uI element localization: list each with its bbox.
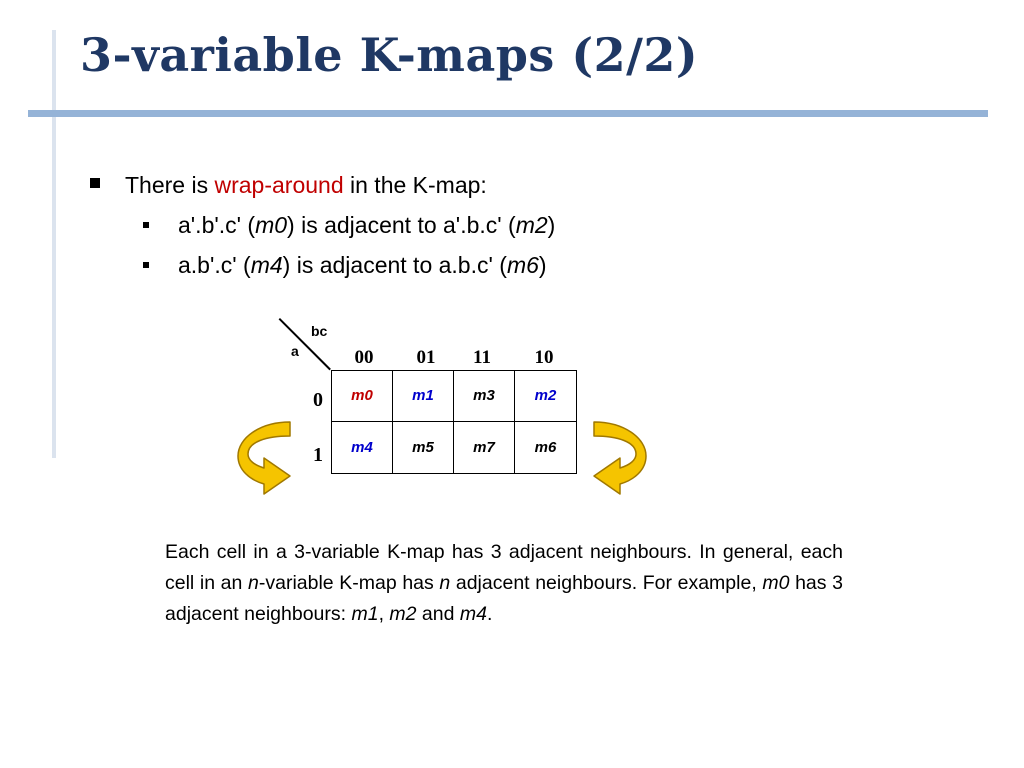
bullet-text-after: in the K-map: bbox=[343, 172, 487, 198]
paragraph-text: Each cell in a 3-variable K-map has 3 adjacent neighbours. In general, each cell in an bbox=[165, 541, 843, 594]
kmap-col-header: 01 bbox=[416, 347, 436, 368]
square-bullet-icon bbox=[90, 178, 100, 188]
left-wrap-arrow-icon bbox=[232, 418, 292, 496]
kmap-row-header: 0 bbox=[313, 389, 323, 411]
kmap-row-variable: a bbox=[291, 343, 299, 359]
kmap-col-header: 10 bbox=[534, 347, 554, 368]
minterm-label: m6 bbox=[506, 252, 539, 278]
sub-bullet-text: ) bbox=[538, 252, 547, 278]
wrap-around-highlight: wrap-around bbox=[214, 172, 344, 198]
minterm-label: m1 bbox=[351, 603, 379, 625]
kmap-column-variable: bc bbox=[311, 323, 328, 339]
explanation-paragraph bbox=[165, 537, 843, 630]
paragraph-text: adjacent neighbours. For example, bbox=[450, 572, 763, 594]
paragraph-text: -variable K-map has bbox=[258, 572, 440, 594]
small-square-bullet-icon bbox=[143, 262, 149, 268]
paragraph-text: . bbox=[486, 603, 493, 625]
sub-bullet-text: ) is adjacent to a.b.c' ( bbox=[282, 252, 507, 278]
kmap-cell: m7 bbox=[454, 421, 515, 473]
minterm-label: m0 bbox=[762, 572, 790, 594]
kmap-cell: m2 bbox=[515, 370, 576, 422]
paragraph-text: has 3 adjacent neighbours: bbox=[165, 572, 843, 625]
variable-n: n bbox=[439, 572, 451, 594]
bullet-wrap-around bbox=[90, 170, 940, 200]
sub-bullet-text: a'.b'.c' ( bbox=[178, 212, 256, 238]
kmap-cell: m6 bbox=[534, 438, 557, 456]
paragraph-text: and bbox=[416, 603, 460, 625]
kmap-cell: m0 bbox=[332, 370, 393, 422]
kmap-grid bbox=[331, 370, 577, 474]
kmap-col-header: 00 bbox=[354, 347, 374, 368]
minterm-label: m4 bbox=[250, 252, 283, 278]
left-accent-bar bbox=[52, 30, 56, 458]
bullet-list bbox=[90, 170, 940, 290]
right-wrap-arrow-icon bbox=[592, 418, 652, 496]
minterm-label: m2 bbox=[515, 212, 548, 238]
sub-bullet-text: a.b'.c' ( bbox=[178, 252, 251, 278]
title-rule bbox=[28, 110, 988, 117]
sub-bullet-text: ) is adjacent to a'.b.c' ( bbox=[287, 212, 516, 238]
minterm-label: m0 bbox=[255, 212, 288, 238]
variable-n: n bbox=[248, 572, 259, 594]
kmap-cell: m1 bbox=[393, 370, 454, 422]
sub-bullet-m4-m6 bbox=[90, 250, 940, 280]
small-square-bullet-icon bbox=[143, 222, 149, 228]
slide-title: 3-variable K-maps (2/2) bbox=[80, 28, 699, 82]
kmap-cell: m5 bbox=[393, 421, 454, 473]
sub-bullet-text: ) bbox=[547, 212, 556, 238]
minterm-label: m2 bbox=[389, 603, 417, 625]
sub-bullet-m0-m2 bbox=[90, 210, 940, 240]
minterm-label: m4 bbox=[459, 603, 487, 625]
bullet-text-before: There is bbox=[125, 172, 215, 198]
kmap-cell: m4 bbox=[332, 421, 393, 473]
kmap-row-header: 1 bbox=[313, 444, 323, 466]
paragraph-text: , bbox=[378, 603, 390, 625]
kmap-col-header: 11 bbox=[473, 347, 491, 368]
kmap-cell: m3 bbox=[454, 370, 515, 422]
